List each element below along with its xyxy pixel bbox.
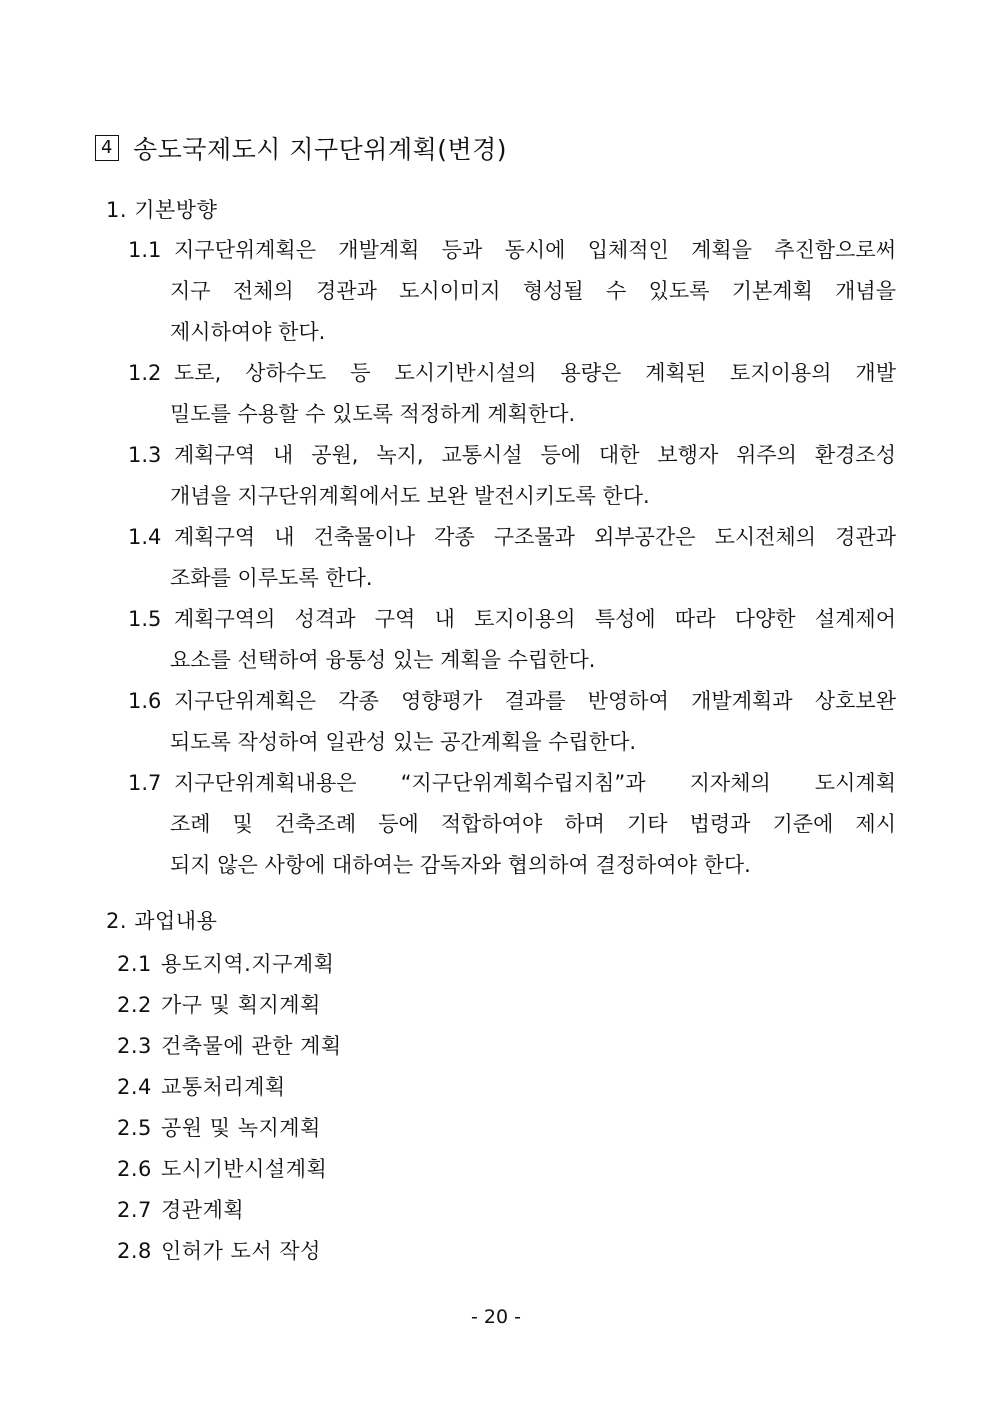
section1-title: 1. 기본방향 [106, 198, 218, 222]
heading-number-box: 4 [95, 135, 119, 161]
task-item [117, 1194, 244, 1224]
task-item [117, 989, 321, 1019]
item-number: 1.2 [128, 361, 162, 385]
item-number: 1.4 [128, 525, 162, 549]
section2-title: 2. 과업내용 [106, 909, 218, 933]
task-item [117, 1071, 286, 1101]
task-item [117, 1235, 321, 1265]
basic-direction-item [128, 522, 896, 604]
task-text: 용도지역.지구계획 [161, 952, 335, 976]
item-number: 1.5 [128, 607, 162, 631]
basic-direction-item [128, 440, 896, 522]
item-text-line: 조화를 이루도록 한다. [170, 566, 373, 590]
task-number: 2.2 [117, 993, 152, 1017]
task-text: 가구 및 획지계획 [161, 993, 321, 1017]
task-item [117, 948, 334, 978]
task-text: 도시기반시설계획 [161, 1157, 328, 1181]
task-number: 2.6 [117, 1157, 152, 1181]
task-number: 2.4 [117, 1075, 152, 1099]
item-text-line: 계획구역 내 공원, 녹지, 교통시설 등에 대한 보행자 위주의 환경조성 [174, 443, 896, 467]
item-number: 1.7 [128, 771, 162, 795]
task-text: 경관계획 [161, 1198, 245, 1222]
item-text-line: 지구단위계획은 각종 영향평가 결과를 반영하여 개발계획과 상호보완 [174, 689, 896, 713]
task-text: 교통처리계획 [161, 1075, 286, 1099]
task-item [117, 1030, 342, 1060]
item-number: 1.1 [128, 238, 162, 262]
task-text: 건축물에 관한 계획 [161, 1034, 342, 1058]
task-item [117, 1153, 327, 1183]
item-text-line: 요소를 선택하여 융통성 있는 계획을 수립한다. [170, 648, 596, 672]
task-number: 2.8 [117, 1239, 152, 1263]
basic-direction-item [128, 686, 896, 768]
item-text-line: 조례 및 건축조례 등에 적합하여야 하며 기타 법령과 기준에 제시 [170, 812, 896, 836]
basic-direction-item [128, 235, 896, 358]
item-number: 1.6 [128, 689, 162, 713]
basic-direction-item [128, 358, 896, 440]
item-text-line: 되도록 작성하여 일관성 있는 공간계획을 수립한다. [170, 730, 637, 754]
item-text-line: 지구단위계획내용은 “지구단위계획수립지침”과 지자체의 도시계획 [174, 771, 896, 795]
item-text-line: 계획구역 내 건축물이나 각종 구조물과 외부공간은 도시전체의 경관과 [174, 525, 896, 549]
basic-direction-item [128, 768, 896, 891]
heading-title: 송도국제도시 지구단위계획(변경) [133, 135, 508, 164]
task-number: 2.3 [117, 1034, 152, 1058]
page-number: - 20 - [471, 1306, 521, 1328]
item-number: 1.3 [128, 443, 162, 467]
item-text-line: 제시하여야 한다. [170, 320, 326, 344]
item-text-line: 계획구역의 성격과 구역 내 토지이용의 특성에 따라 다양한 설계제어 [174, 607, 896, 631]
task-item [117, 1112, 321, 1142]
item-text-line: 되지 않은 사항에 대하여는 감독자와 협의하여 결정하여야 한다. [170, 853, 751, 877]
item-text-line: 지구단위계획은 개발계획 등과 동시에 입체적인 계획을 추진함으로써 [174, 238, 896, 262]
basic-direction-item [128, 604, 896, 686]
section-heading [95, 130, 507, 166]
task-text: 공원 및 녹지계획 [161, 1116, 321, 1140]
item-text-line: 개념을 지구단위계획에서도 보완 발전시키도록 한다. [170, 484, 650, 508]
item-text-line: 밀도를 수용할 수 있도록 적정하게 계획한다. [170, 402, 576, 426]
item-text-line: 도로, 상하수도 등 도시기반시설의 용량은 계획된 토지이용의 개발 [174, 361, 896, 385]
task-text: 인허가 도서 작성 [161, 1239, 321, 1263]
task-number: 2.1 [117, 952, 152, 976]
task-number: 2.7 [117, 1198, 152, 1222]
task-number: 2.5 [117, 1116, 152, 1140]
item-text-line: 지구 전체의 경관과 도시이미지 형성될 수 있도록 기본계획 개념을 [170, 279, 896, 303]
